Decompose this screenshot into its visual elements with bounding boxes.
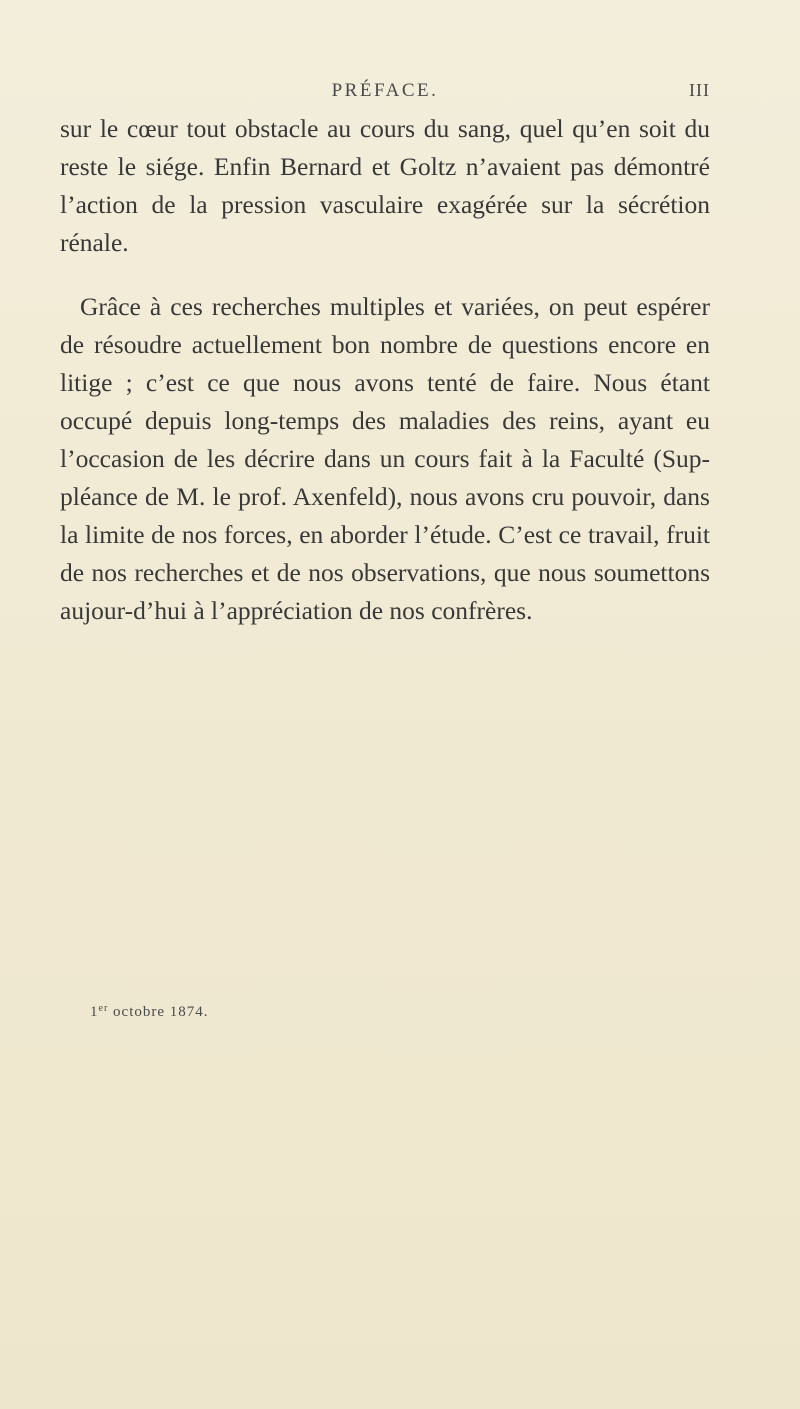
date-month-year: octobre 1874. xyxy=(113,1004,209,1020)
body-text xyxy=(60,110,710,630)
signature-date xyxy=(90,1003,209,1021)
running-title: PRÉFACE. xyxy=(331,80,439,101)
paragraph-1: sur le cœur tout obstacle au cours du sang, quel qu’en soit du reste le siége. Enfin Bernard et Goltz n’avaient pas démontré l’action de la pression vasculaire exagérée sur la sécrétion rénale. xyxy=(60,114,710,257)
paragraph-2: Grâce à ces recherches multiples et variées, on peut espérer de résoudre actuellement bon nombre de questions encore en litige ; c’est ce que nous avons tenté de faire. Nous étant occupé depuis long-temps des maladies des reins, ayant eu l’occasion de les décrire dans un cours fait à la Faculté (Sup-pléance de M. le prof. Axenfeld), nous avons cru pouvoir, dans la limite de nos forces, en aborder l’étude. C’est ce travail, fruit de nos recherches et de nos observations, que nous soumettons aujour-d’hui à l’appréciation de nos confrères. xyxy=(60,292,710,625)
page-number: III xyxy=(689,80,710,100)
running-head xyxy=(60,80,710,110)
date-ordinal: er xyxy=(98,1003,109,1014)
date-day: 1 xyxy=(90,1004,99,1020)
